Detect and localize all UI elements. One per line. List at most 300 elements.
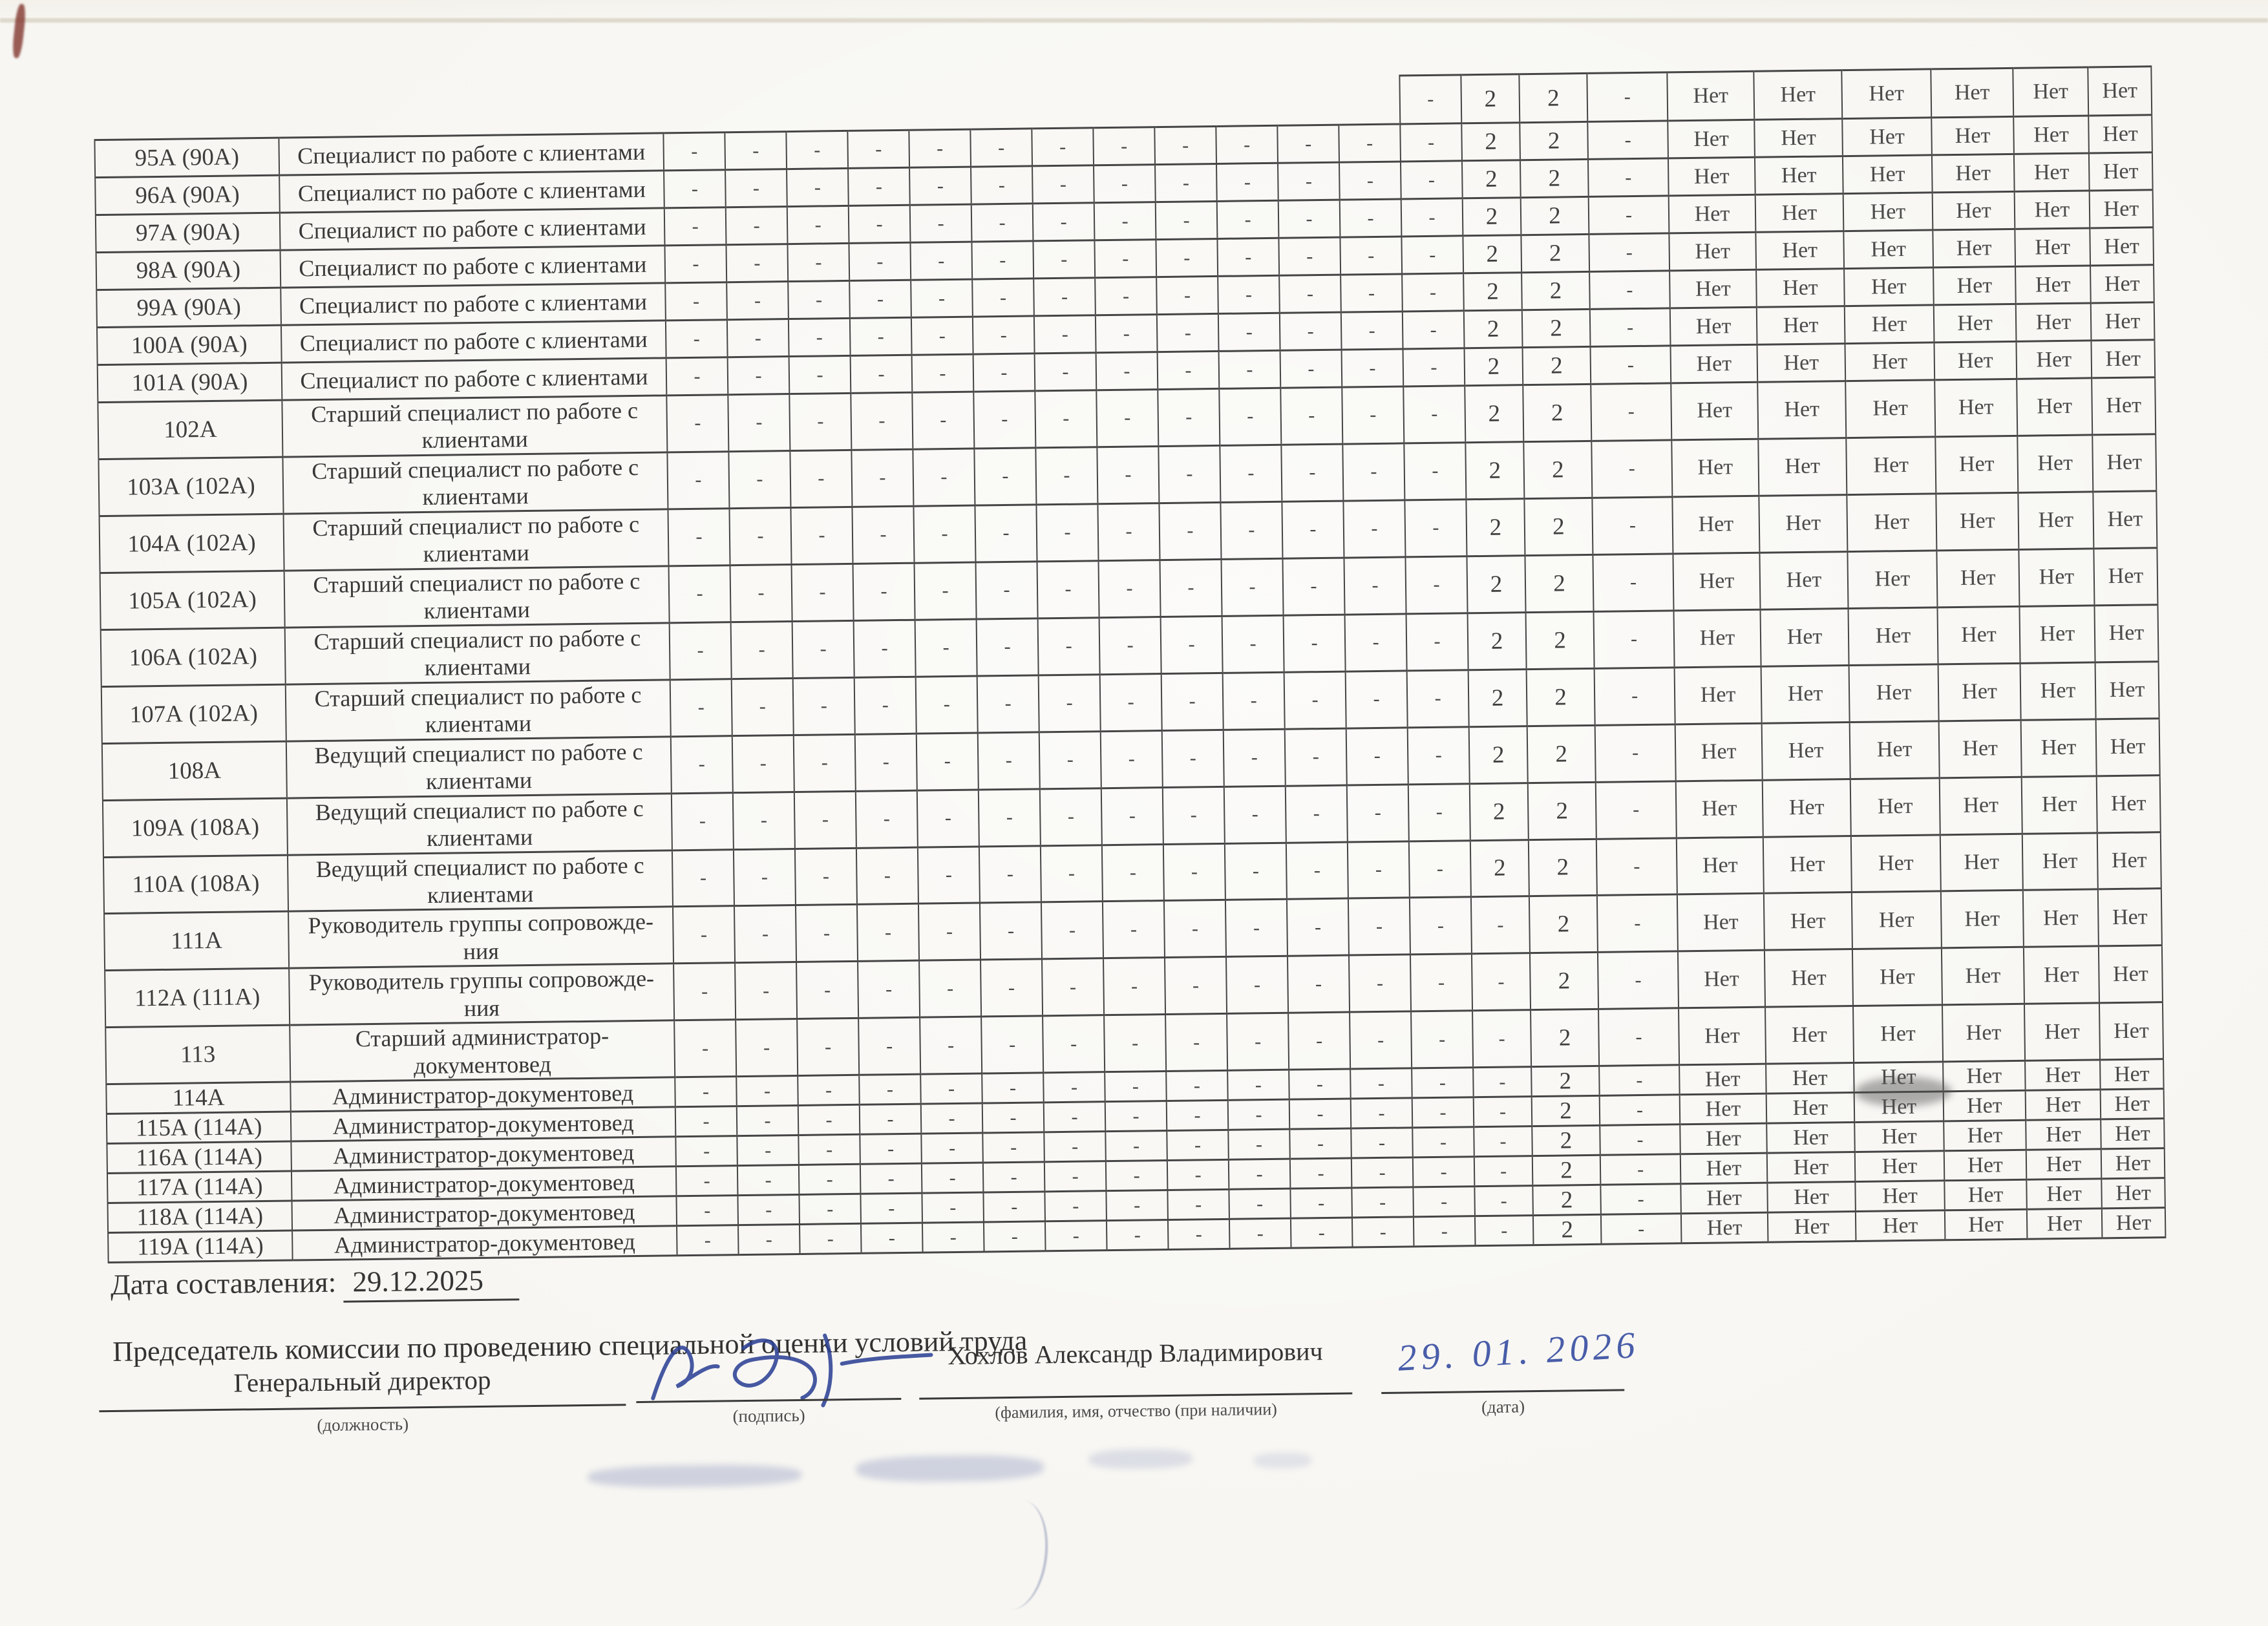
value-cell: 2	[1468, 612, 1527, 670]
job-title-cell: Специалист по работе с клиентами	[279, 171, 664, 213]
workplace-number-cell: 103А (102А)	[98, 457, 283, 516]
value-cell: -	[918, 847, 980, 904]
value-cell: Нет	[1850, 777, 1940, 836]
value-cell: -	[1226, 956, 1288, 1014]
value-cell: 2	[1470, 783, 1529, 840]
value-cell: Нет	[1762, 722, 1850, 780]
compilation-date-label: Дата составления:	[110, 1265, 337, 1301]
bleedthrough-mark	[588, 1464, 801, 1488]
value-cell: 2	[1523, 346, 1591, 385]
value-cell: -	[1407, 670, 1469, 727]
value-cell: Нет	[1760, 608, 1849, 666]
value-cell: -	[1163, 787, 1225, 844]
value-cell: -	[1156, 276, 1218, 314]
value-cell: Нет	[1765, 1006, 1854, 1064]
value-cell: Нет	[1937, 606, 2020, 664]
value-cell: -	[1595, 724, 1676, 781]
value-cell: -	[1032, 165, 1094, 204]
value-cell: -	[983, 1192, 1045, 1222]
value-cell: -	[1340, 199, 1402, 237]
value-cell: -	[1286, 842, 1348, 900]
value-cell: -	[1597, 894, 1678, 952]
job-title-cell: Специалист по работе с клиентами	[281, 283, 666, 325]
workplace-number-cell: 109А (108А)	[103, 798, 288, 857]
value-cell: 2	[1520, 159, 1589, 197]
value-cell: Нет	[2095, 661, 2159, 719]
value-cell: -	[737, 1135, 799, 1166]
value-cell: -	[922, 1163, 984, 1193]
value-cell: 2	[1470, 839, 1529, 897]
value-cell: -	[911, 279, 973, 317]
value-cell: -	[1351, 1098, 1413, 1128]
value-cell: -	[1341, 274, 1403, 312]
value-cell: -	[671, 735, 733, 793]
value-cell: Нет	[2017, 435, 2093, 492]
value-cell: -	[731, 621, 793, 679]
value-cell: Нет	[1755, 231, 1844, 270]
value-cell: -	[1474, 1126, 1532, 1157]
value-cell: Нет	[2020, 662, 2096, 720]
value-cell: 2	[1527, 668, 1595, 726]
value-cell: -	[920, 1017, 982, 1074]
value-cell: Нет	[2013, 67, 2088, 116]
value-cell: -	[1412, 1127, 1474, 1157]
value-cell: 2	[1529, 896, 1598, 953]
value-cell: Нет	[1757, 344, 1845, 383]
value-cell	[662, 84, 725, 133]
workplace-number-cell: 114А	[106, 1082, 291, 1114]
value-cell: -	[847, 130, 909, 168]
value-cell: Нет	[1845, 343, 1934, 381]
value-cell: -	[737, 1195, 800, 1225]
value-cell: Нет	[2101, 1148, 2165, 1179]
value-cell: -	[798, 1075, 860, 1106]
value-cell: -	[790, 507, 853, 564]
value-cell: -	[1107, 1220, 1169, 1251]
value-cell: -	[1350, 1068, 1412, 1099]
value-cell: Нет	[1763, 836, 1852, 894]
value-cell: -	[787, 168, 849, 206]
value-cell: Нет	[1757, 381, 1846, 439]
value-cell: -	[1475, 1216, 1534, 1246]
value-cell: -	[860, 1134, 922, 1164]
value-cell: -	[921, 1133, 983, 1163]
value-cell: -	[730, 564, 792, 622]
position-sublabel: (должность)	[317, 1414, 409, 1435]
value-cell: Нет	[1945, 1210, 2028, 1241]
value-cell	[970, 80, 1032, 129]
value-cell: -	[1165, 1014, 1227, 1072]
value-cell: -	[1404, 500, 1467, 557]
value-cell: Нет	[1756, 269, 1845, 308]
job-title-cell: Специалист по работе с клиентами	[281, 321, 666, 363]
value-cell: 2	[1523, 384, 1591, 441]
value-cell: -	[921, 1103, 983, 1134]
value-cell: -	[1045, 1221, 1107, 1251]
workplace-number-cell: 115А (114А)	[107, 1112, 291, 1143]
value-cell: Нет	[1844, 268, 1934, 306]
value-cell: -	[974, 448, 1036, 505]
value-cell: Нет	[1944, 1180, 2027, 1211]
value-cell: -	[973, 391, 1035, 449]
value-cell: -	[1217, 200, 1279, 238]
value-cell: -	[673, 963, 736, 1020]
value-cell: -	[796, 905, 858, 962]
assessment-table	[93, 65, 2166, 1263]
value-cell: -	[1344, 557, 1406, 615]
handwritten-date: 29. 01. 2026	[1396, 1323, 1641, 1379]
value-cell: -	[795, 848, 857, 905]
value-cell: -	[1594, 611, 1675, 668]
value-cell: -	[1599, 1065, 1680, 1096]
value-cell: -	[1220, 502, 1282, 559]
value-cell: -	[850, 317, 912, 355]
value-cell: Нет	[2024, 1003, 2100, 1061]
value-cell: Нет	[1845, 305, 1934, 344]
value-cell: -	[1093, 127, 1155, 165]
value-cell: -	[1288, 1012, 1350, 1070]
name-sublabel: (фамилия, имя, отчество (при наличии)	[995, 1399, 1277, 1422]
value-cell: -	[668, 509, 730, 566]
value-cell: -	[911, 317, 973, 355]
value-cell: Нет	[2023, 889, 2099, 947]
value-cell: Нет	[1759, 494, 1847, 553]
value-cell: -	[735, 962, 797, 1020]
value-cell: Нет	[1933, 229, 2015, 268]
value-cell: -	[1158, 351, 1220, 389]
value-cell: 2	[1529, 839, 1597, 896]
value-cell: Нет	[1853, 1005, 1943, 1063]
value-cell: -	[1225, 900, 1288, 957]
value-cell: -	[734, 905, 796, 963]
value-cell: -	[1036, 504, 1098, 562]
value-cell: -	[910, 204, 972, 242]
value-cell: Нет	[2091, 302, 2155, 341]
value-cell: -	[913, 449, 975, 506]
value-cell: Нет	[1767, 1152, 1856, 1183]
value-cell: -	[728, 394, 790, 452]
value-cell: -	[1105, 1072, 1167, 1102]
value-cell: -	[1600, 1124, 1680, 1156]
value-cell: Нет	[1854, 1062, 1944, 1093]
value-cell: -	[1343, 500, 1405, 558]
value-cell: 2	[1530, 953, 1598, 1010]
value-cell: -	[1342, 443, 1404, 501]
value-cell: -	[672, 792, 734, 850]
value-cell: -	[1286, 785, 1348, 843]
value-cell: -	[666, 395, 728, 452]
value-cell: -	[855, 734, 917, 791]
value-cell: Нет	[1944, 1091, 2026, 1122]
value-cell: -	[1161, 616, 1223, 673]
value-cell: -	[1038, 617, 1100, 675]
value-cell: Нет	[1942, 947, 2024, 1005]
value-cell: 2	[1531, 1066, 1600, 1097]
value-cell: Нет	[2026, 1149, 2102, 1179]
value-cell: -	[1591, 383, 1671, 441]
value-cell: -	[970, 129, 1032, 167]
value-cell: -	[726, 244, 788, 282]
value-cell: -	[1472, 953, 1531, 1011]
value-cell: -	[1219, 350, 1281, 388]
value-cell: Нет	[1934, 341, 2017, 380]
value-cell: -	[787, 206, 849, 244]
job-title-cell: Специалист по работе с клиентами	[279, 133, 664, 175]
value-cell: 2	[1465, 348, 1523, 386]
value-cell: Нет	[2102, 1208, 2166, 1238]
workplace-number-cell: 117А (114А)	[107, 1171, 292, 1203]
value-cell: -	[1347, 784, 1409, 841]
value-cell: 2	[1521, 196, 1589, 235]
value-cell: -	[792, 620, 854, 678]
pen-stroke-bleed	[980, 1497, 1054, 1614]
job-title-cell: Старший администратор- документовед	[290, 1020, 675, 1082]
workplace-number-cell: 95А (90А)	[94, 138, 279, 177]
value-cell: Нет	[1758, 438, 1847, 496]
value-cell: Нет	[2015, 266, 2091, 304]
value-cell: -	[1222, 615, 1284, 673]
value-cell: -	[1168, 1220, 1230, 1250]
workplace-number-cell: 98А (90А)	[96, 250, 281, 290]
value-cell: 2	[1525, 554, 1593, 612]
value-cell: Нет	[2019, 606, 2095, 663]
value-cell: -	[1042, 958, 1104, 1016]
value-cell: Нет	[1843, 155, 1933, 194]
value-cell: 2	[1531, 1009, 1599, 1067]
job-title-cell: Ведущий специалист по работе с клиентами	[286, 736, 672, 797]
value-cell: Нет	[1848, 607, 1938, 666]
value-cell: 2	[1468, 669, 1527, 726]
value-cell: -	[676, 1196, 738, 1226]
value-cell: -	[1218, 275, 1280, 313]
job-title-cell: Администратор-документовед	[292, 1226, 677, 1260]
value-cell: -	[1288, 955, 1350, 1013]
value-cell: Нет	[2021, 719, 2097, 777]
bleedthrough-mark	[1088, 1449, 1192, 1470]
value-cell: 2	[1522, 309, 1591, 347]
value-cell: Нет	[1677, 894, 1765, 952]
value-cell: -	[976, 562, 1038, 619]
value-cell: -	[1106, 1190, 1168, 1221]
value-cell: -	[797, 1019, 859, 1076]
value-cell: -	[1401, 198, 1463, 237]
value-cell: -	[1034, 315, 1096, 354]
value-cell: -	[1044, 1191, 1107, 1221]
value-cell: -	[1412, 1068, 1474, 1098]
value-cell	[1277, 76, 1339, 125]
value-cell: -	[733, 792, 795, 849]
value-cell: -	[1035, 447, 1097, 505]
value-cell: -	[1340, 237, 1402, 275]
value-cell: Нет	[2091, 340, 2155, 378]
value-cell: Нет	[2099, 1002, 2163, 1060]
value-cell: Нет	[1680, 1183, 1768, 1214]
value-cell: Нет	[2026, 1179, 2102, 1209]
value-cell: Нет	[2024, 946, 2099, 1004]
value-cell: Нет	[1854, 1092, 1944, 1123]
value-cell: -	[861, 1223, 923, 1253]
value-cell: -	[1280, 387, 1342, 445]
value-cell: 2	[1528, 782, 1596, 839]
value-cell: -	[1600, 1095, 1680, 1126]
value-cell	[908, 81, 970, 130]
workplace-number-cell: 104А (102А)	[100, 514, 284, 573]
value-cell: -	[915, 619, 977, 677]
value-cell: Нет	[2089, 153, 2153, 191]
value-cell: Нет	[1944, 1121, 2026, 1152]
value-cell: -	[858, 1017, 920, 1075]
value-cell: -	[790, 450, 852, 507]
value-cell: -	[1281, 444, 1343, 502]
value-cell: -	[1399, 75, 1461, 124]
value-cell: -	[1220, 445, 1282, 502]
value-cell: -	[1291, 1218, 1353, 1248]
value-cell: -	[1219, 388, 1281, 445]
value-cell: -	[788, 280, 850, 319]
value-cell: -	[726, 207, 788, 245]
value-cell: 2	[1466, 499, 1525, 556]
value-cell: 2	[1532, 1126, 1600, 1156]
value-cell: -	[849, 280, 911, 318]
position-text: Генеральный директор	[233, 1364, 491, 1398]
value-cell: -	[677, 1225, 739, 1256]
value-cell	[1338, 76, 1400, 125]
value-cell: -	[860, 1163, 922, 1194]
value-cell: -	[858, 961, 920, 1019]
value-cell: 2	[1527, 725, 1596, 783]
value-cell: -	[675, 1136, 737, 1167]
value-cell: Нет	[2019, 549, 2094, 606]
value-cell: -	[1350, 1011, 1412, 1069]
value-cell: -	[798, 1105, 860, 1135]
compilation-date-value: 29.12.2025	[343, 1263, 519, 1302]
value-cell: -	[1289, 1128, 1351, 1159]
value-cell: Нет	[1671, 344, 1758, 383]
value-cell: -	[1035, 390, 1097, 448]
value-cell: -	[1589, 271, 1670, 310]
value-cell: -	[857, 904, 919, 962]
value-cell: -	[973, 316, 1035, 354]
value-cell: -	[1352, 1217, 1414, 1247]
value-cell: -	[1474, 1156, 1533, 1187]
value-cell: -	[980, 902, 1042, 960]
value-cell: Нет	[1845, 380, 1935, 438]
value-cell: Нет	[2025, 1060, 2101, 1090]
value-cell: -	[738, 1225, 800, 1255]
value-cell: -	[1474, 1186, 1533, 1216]
value-cell: Нет	[1674, 609, 1761, 668]
value-cell: Нет	[1763, 779, 1851, 837]
value-cell: Нет	[1932, 154, 2015, 193]
value-cell: -	[737, 1165, 800, 1196]
value-cell: -	[675, 1077, 737, 1107]
value-cell: -	[1346, 728, 1408, 785]
assessment-table-body	[94, 67, 2166, 1263]
value-cell: -	[1216, 125, 1278, 164]
value-cell: -	[971, 204, 1033, 242]
value-cell: -	[1590, 308, 1671, 347]
value-cell: -	[1155, 164, 1217, 202]
value-cell: -	[1228, 1129, 1290, 1159]
value-cell: -	[852, 506, 914, 564]
value-cell: 2	[1465, 442, 1524, 500]
value-cell: -	[1588, 158, 1669, 197]
value-cell: -	[1591, 440, 1672, 498]
value-cell: Нет	[1935, 436, 2018, 493]
value-cell: -	[732, 735, 794, 792]
job-title-cell: Старший специалист по работе с клиентами	[284, 509, 669, 571]
value-cell: -	[1279, 275, 1341, 313]
value-cell: -	[912, 392, 974, 449]
value-cell: -	[851, 355, 913, 393]
value-cell: Нет	[1680, 1123, 1767, 1154]
value-cell: -	[854, 677, 917, 734]
workplace-number-cell: 113	[105, 1025, 290, 1084]
workplace-number-cell: 99А (90А)	[96, 288, 281, 327]
value-cell: -	[1105, 1101, 1167, 1132]
value-cell: -	[1158, 388, 1220, 446]
value-cell: -	[664, 170, 726, 208]
value-cell: 2	[1520, 121, 1588, 160]
value-cell: Нет	[2090, 227, 2154, 266]
value-cell: -	[1165, 957, 1227, 1015]
value-cell: 2	[1463, 273, 1522, 311]
value-cell: -	[663, 132, 725, 171]
value-cell: -	[1413, 1157, 1475, 1187]
workplace-number-cell: 118А (114А)	[108, 1201, 293, 1232]
value-cell: Нет	[1941, 891, 2024, 948]
value-cell: Нет	[1934, 304, 2017, 343]
value-cell: -	[979, 845, 1041, 903]
value-cell: Нет	[2097, 775, 2161, 832]
job-title-cell	[278, 85, 663, 138]
value-cell: -	[854, 620, 916, 677]
value-cell: -	[909, 167, 971, 205]
workplace-number-cell: 102А	[98, 400, 282, 459]
value-cell: Нет	[1669, 195, 1756, 233]
value-cell: -	[1039, 674, 1101, 732]
value-cell: -	[665, 282, 727, 321]
value-cell: -	[1400, 123, 1462, 162]
value-cell: -	[1097, 447, 1159, 504]
value-cell: -	[1156, 201, 1218, 239]
value-cell: -	[980, 959, 1043, 1017]
value-cell: -	[1595, 668, 1675, 725]
chairman-name: Хохлов Александр Владимирович	[948, 1336, 1323, 1371]
value-cell: -	[1277, 125, 1339, 163]
job-title-cell: Специалист по работе с клиентами	[282, 358, 667, 400]
value-cell: -	[1409, 840, 1471, 898]
value-cell: -	[1596, 781, 1677, 838]
value-cell: -	[675, 1106, 737, 1137]
value-cell: -	[1094, 240, 1156, 278]
value-cell: -	[1037, 561, 1099, 618]
value-cell: -	[1162, 730, 1224, 787]
value-cell: 2	[1461, 123, 1520, 161]
value-cell: -	[1346, 671, 1408, 728]
value-cell: -	[1103, 958, 1165, 1015]
value-cell: -	[1348, 841, 1410, 898]
value-cell: -	[977, 618, 1039, 676]
value-cell: Нет	[1942, 1004, 2025, 1062]
value-cell: -	[919, 960, 981, 1017]
value-cell: -	[1342, 349, 1404, 387]
value-cell: 2	[1461, 74, 1520, 123]
value-cell: -	[725, 132, 787, 170]
value-cell: Нет	[2088, 115, 2152, 153]
value-cell: -	[1223, 672, 1285, 730]
value-cell: Нет	[1757, 306, 1845, 345]
